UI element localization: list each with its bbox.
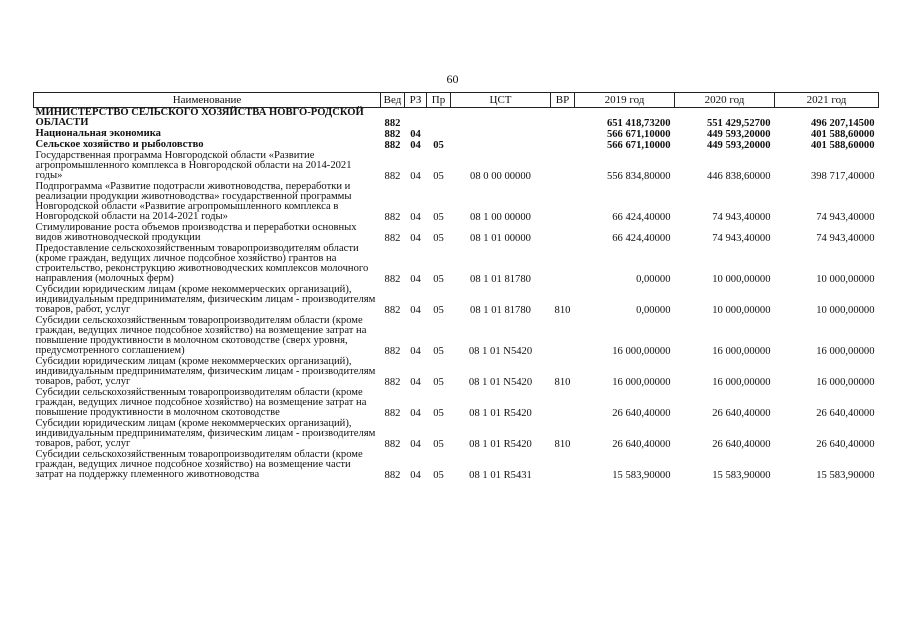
cell-vr xyxy=(551,108,575,130)
cell-rz: 04 xyxy=(410,129,421,140)
cell-cst: 08 1 01 N5420 xyxy=(468,377,533,388)
cell-vr xyxy=(551,388,575,419)
cell-2020: 74 943,40000 xyxy=(712,233,771,244)
cell-name: Государственная программа Новгородской области «Развитие агропромышленного комплекса в Новгородской области на 2014-2021 годы» xyxy=(35,150,352,181)
cell-2020: 10 000,00000 xyxy=(712,305,771,316)
cell-2019: 16 000,00000 xyxy=(612,377,671,388)
cell-2021: 16 000,00000 xyxy=(816,377,875,388)
table-row xyxy=(34,419,879,450)
cell-vr xyxy=(551,223,575,244)
cell-pr: 05 xyxy=(433,233,444,244)
cell-2019: 0,00000 xyxy=(636,274,671,285)
cell-2019: 566 671,10000 xyxy=(606,140,671,151)
cell-rz: 04 xyxy=(410,140,421,151)
cell-ved: 882 xyxy=(384,274,401,285)
cell-vr xyxy=(551,129,575,140)
cell-2021: 74 943,40000 xyxy=(816,233,875,244)
cell-name: Сельское хозяйство и рыболовство xyxy=(35,139,204,150)
cell-vr: 810 xyxy=(554,439,571,450)
cell-ved: 882 xyxy=(384,233,401,244)
cell-2019: 66 424,40000 xyxy=(612,233,671,244)
cell-cst xyxy=(451,140,551,151)
cell-ved: 882 xyxy=(384,408,401,419)
cell-cst: 08 1 01 81780 xyxy=(470,274,531,285)
cell-vr: 810 xyxy=(554,305,571,316)
cell-cst: 08 1 01 R5420 xyxy=(469,439,532,450)
cell-2019: 15 583,90000 xyxy=(612,470,671,481)
cell-name: Субсидии юридическим лицам (кроме некоммерческих организаций), индивидуальным предпринимателям, физическим лицам - производителям товаров, работ, услуг xyxy=(35,418,376,449)
cell-2020: 551 429,52700 xyxy=(706,118,771,129)
cell-vr xyxy=(551,151,575,182)
cell-name: Предоставление сельскохозяйственным товаропроизводителям области (кроме граждан, ведущих личное подсобное хозяйство) грантов на строительство, реконструкцию животноводческих комплексов молочного направления (молочных ферм) xyxy=(35,243,369,284)
cell-ved: 882 xyxy=(384,118,401,129)
cell-rz: 04 xyxy=(410,305,421,316)
cell-name: Субсидии сельскохозяйственным товаропроизводителям области (кроме граждан, ведущих личное подсобное хозяйство) на возмещение затрат на повышение продуктивности в молочном скотоводстве xyxy=(35,387,367,418)
cell-rz: 04 xyxy=(410,171,421,182)
cell-ved: 882 xyxy=(384,212,401,223)
cell-pr: 05 xyxy=(433,171,444,182)
cell-vr xyxy=(551,140,575,151)
header-ved: Вед xyxy=(381,93,405,108)
header-2021: 2021 год xyxy=(775,93,879,108)
cell-vr: 810 xyxy=(554,377,571,388)
cell-rz: 04 xyxy=(410,408,421,419)
cell-2021: 16 000,00000 xyxy=(816,346,875,357)
cell-name: МИНИСТЕРСТВО СЕЛЬСКОГО ХОЗЯЙСТВА НОВГО-РОДСКОЙ ОБЛАСТИ xyxy=(35,107,364,128)
cell-pr xyxy=(427,129,451,140)
cell-vr xyxy=(551,450,575,481)
page-number: 60 xyxy=(446,72,459,86)
budget-table xyxy=(33,92,879,481)
cell-2021: 26 640,40000 xyxy=(816,439,875,450)
table-row xyxy=(34,316,879,357)
cell-ved: 882 xyxy=(384,439,401,450)
cell-pr: 05 xyxy=(433,274,444,285)
cell-pr: 05 xyxy=(433,377,444,388)
cell-2019: 26 640,40000 xyxy=(612,408,671,419)
cell-2020: 74 943,40000 xyxy=(712,212,771,223)
cell-ved: 882 xyxy=(384,305,401,316)
cell-ved: 882 xyxy=(384,171,401,182)
cell-2019: 16 000,00000 xyxy=(612,346,671,357)
cell-2021: 10 000,00000 xyxy=(816,305,875,316)
cell-pr: 05 xyxy=(433,305,444,316)
cell-pr: 05 xyxy=(433,408,444,419)
cell-ved: 882 xyxy=(384,377,401,388)
cell-cst: 08 1 01 N5420 xyxy=(468,346,533,357)
cell-rz: 04 xyxy=(410,346,421,357)
cell-pr: 05 xyxy=(433,212,444,223)
cell-rz: 04 xyxy=(410,439,421,450)
cell-ved: 882 xyxy=(384,470,401,481)
cell-ved: 882 xyxy=(384,129,401,140)
header-name: Наименование xyxy=(34,93,381,108)
cell-name: Субсидии сельскохозяйственным товаропроизводителям области (кроме граждан, ведущих личное подсобное хозяйство) на возмещение затрат на повышение продуктивности в молочном скотоводстве (сверх уровня, предусмотренного соглашением) xyxy=(35,315,367,356)
cell-2021: 74 943,40000 xyxy=(816,212,875,223)
table-row xyxy=(34,388,879,419)
cell-2021: 15 583,90000 xyxy=(816,470,875,481)
table-row xyxy=(34,223,879,244)
cell-2019: 566 671,10000 xyxy=(606,129,671,140)
cell-2020: 15 583,90000 xyxy=(712,470,771,481)
cell-vr xyxy=(551,182,575,223)
cell-vr xyxy=(551,316,575,357)
table-row xyxy=(34,244,879,285)
table-row xyxy=(34,108,879,130)
cell-2019: 556 834,80000 xyxy=(606,171,671,182)
cell-cst: 08 1 00 00000 xyxy=(470,212,531,223)
cell-2020: 16 000,00000 xyxy=(712,346,771,357)
header-2020: 2020 год xyxy=(675,93,775,108)
cell-cst xyxy=(451,129,551,140)
table-row xyxy=(34,151,879,182)
cell-cst: 08 0 00 00000 xyxy=(470,171,531,182)
cell-2020: 26 640,40000 xyxy=(712,408,771,419)
cell-vr xyxy=(551,244,575,285)
cell-pr: 05 xyxy=(433,140,444,151)
cell-2020: 449 593,20000 xyxy=(706,140,771,151)
cell-2020: 16 000,00000 xyxy=(712,377,771,388)
cell-2019: 66 424,40000 xyxy=(612,212,671,223)
cell-cst xyxy=(451,108,551,130)
table-row xyxy=(34,285,879,316)
table-header-row xyxy=(34,93,879,108)
cell-name: Субсидии юридическим лицам (кроме некоммерческих организаций), индивидуальным предпринимателям, физическим лицам - производителям товаров, работ, услуг xyxy=(35,284,376,315)
cell-pr: 05 xyxy=(433,439,444,450)
cell-2021: 10 000,00000 xyxy=(816,274,875,285)
cell-cst: 08 1 01 R5420 xyxy=(469,408,532,419)
header-rz: РЗ xyxy=(405,93,427,108)
cell-2021: 398 717,40000 xyxy=(810,171,875,182)
cell-2019: 651 418,73200 xyxy=(606,118,671,129)
cell-cst: 08 1 01 00000 xyxy=(470,233,531,244)
header-pr: Пр xyxy=(427,93,451,108)
cell-rz xyxy=(405,108,427,130)
cell-2020: 446 838,60000 xyxy=(706,171,771,182)
cell-pr: 05 xyxy=(433,346,444,357)
cell-2019: 26 640,40000 xyxy=(612,439,671,450)
cell-ved: 882 xyxy=(384,346,401,357)
cell-rz: 04 xyxy=(410,274,421,285)
cell-cst: 08 1 01 R5431 xyxy=(469,470,532,481)
cell-name: Стимулирование роста объемов производства и переработки основных видов животноводческой продукции xyxy=(35,222,357,243)
cell-2021: 401 588,60000 xyxy=(810,140,875,151)
table-row xyxy=(34,357,879,388)
cell-2021: 26 640,40000 xyxy=(816,408,875,419)
cell-rz: 04 xyxy=(410,233,421,244)
cell-2021: 401 588,60000 xyxy=(810,129,875,140)
cell-name: Субсидии сельскохозяйственным товаропроизводителям области (кроме граждан, ведущих личное подсобное хозяйство) на возмещение части затрат на поддержку племенного животноводства xyxy=(35,449,363,480)
table-row xyxy=(34,450,879,481)
cell-ved: 882 xyxy=(384,140,401,151)
cell-rz: 04 xyxy=(410,212,421,223)
cell-2020: 449 593,20000 xyxy=(706,129,771,140)
table-row xyxy=(34,182,879,223)
cell-2019: 0,00000 xyxy=(636,305,671,316)
cell-rz: 04 xyxy=(410,470,421,481)
cell-rz: 04 xyxy=(410,377,421,388)
cell-2020: 10 000,00000 xyxy=(712,274,771,285)
header-vr: ВР xyxy=(551,93,575,108)
header-cst: ЦСТ xyxy=(451,93,551,108)
cell-name: Субсидии юридическим лицам (кроме некоммерческих организаций), индивидуальным предпринимателям, физическим лицам - производителям товаров, работ, услуг xyxy=(35,356,376,387)
cell-name: Подпрограмма «Развитие подотрасли животноводства, переработки и реализации продукции животноводства» государственной программы Новгородской области «Развитие агропромышленного комплекса в Новгородской области на 2014-2021 годы» xyxy=(35,181,352,222)
cell-pr: 05 xyxy=(433,470,444,481)
cell-name: Национальная экономика xyxy=(35,128,161,139)
header-2019: 2019 год xyxy=(575,93,675,108)
cell-2021: 496 207,14500 xyxy=(810,118,875,129)
cell-cst: 08 1 01 81780 xyxy=(470,305,531,316)
cell-pr xyxy=(427,108,451,130)
cell-2020: 26 640,40000 xyxy=(712,439,771,450)
